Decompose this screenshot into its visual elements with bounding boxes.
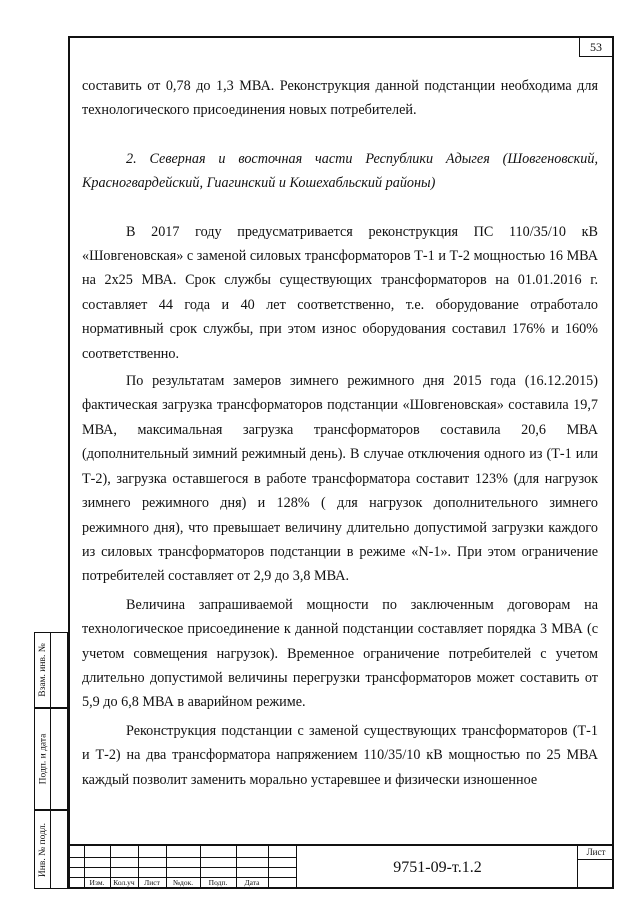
side-cell-sign-date [34,708,68,810]
sheet-cell [577,846,614,889]
side-label: Подп. и дата [38,733,49,785]
title-block [68,844,614,889]
paragraph: В 2017 году предусматривается реконструкция ПС 110/35/10 кВ «Шовгеновская» с заменой силовых трансформаторов Т-1 и Т-2 мощностью 16 МВА на 2х25 МВА. Срок службы существующих трансформаторов на 01.01.2016 г. составляет 44 года и 40 лет соответственно, т.е. оборудование отработало нормативный срок службы, при этом износ оборудования составил 176% и 160% соответственно. [82,223,598,362]
page-number: 53 [579,38,612,57]
document-code: 9751-09-т.1.2 [296,846,578,889]
stamp-col-label: Изм. [89,878,105,887]
sheet-label: Лист [578,846,614,860]
document-body [82,74,598,792]
side-label: Взам. инв. № [38,643,49,697]
stamp-col-label: №док. [172,878,194,887]
side-cell-replaced-inv [34,632,68,708]
revision-grid [68,846,296,889]
stamp-col-label: Кол.уч [113,878,135,887]
side-label: Инв. № подл. [38,822,49,877]
page-frame [68,36,614,889]
stamp-col-label: Подп. [208,878,228,887]
paragraph: Величина запрашиваемой мощности по заключенным договорам на технологическое присоединение к данной подстанции составляет порядка 3 МВА (с учетом совмещения нагрузок). Временное ограничение потребителей с учетом длительно допустимой величины перегрузки трансформаторов может составить от 5,9 до 6,8 МВА в аварийном режиме. [82,596,598,711]
stamp-col-label: Лист [144,878,160,887]
section-heading: 2. Северная и восточная части Республики Адыгея (Шовгеновский, Красногвардейский, Гиагинский и Кошехабльский районы) [82,150,598,192]
paragraph: составить от 0,78 до 1,3 МВА. Реконструкция данной подстанции необходима для технологического присоединения новых потребителей. [82,78,598,119]
paragraph: По результатам замеров зимнего режимного дня 2015 года (16.12.2015) фактическая загрузка трансформаторов подстанции «Шовгеновская» составила 19,7 МВА, максимальная загрузка трансформаторов составила 20,6 МВА (дополнительный зимний режимный день). В случае отключения одного из (Т-1 или Т-2), загрузка оставшегося в работе трансформатора составит 123% (для нагрузок зимнего режимного дня) и 128% ( для нагрузок дополнительного зимнего режимного дня), что превышает величину длительно допустимой загрузки каждого из силовых трансформаторов подстанции в режиме «N-1». При этом ограничение потребителей составляет от 2,9 до 3,8 МВА. [82,373,598,585]
paragraph: Реконструкция подстанции с заменой существующих трансформаторов (Т-1 и Т-2) на два трансформатора напряжением 110/35/10 кВ мощностью по 25 МВА каждый позволит заменить морально устаревшее и физически изношенное [82,722,598,788]
side-cell-inv-original [34,810,68,889]
stamp-col-label: Дата [244,878,260,887]
